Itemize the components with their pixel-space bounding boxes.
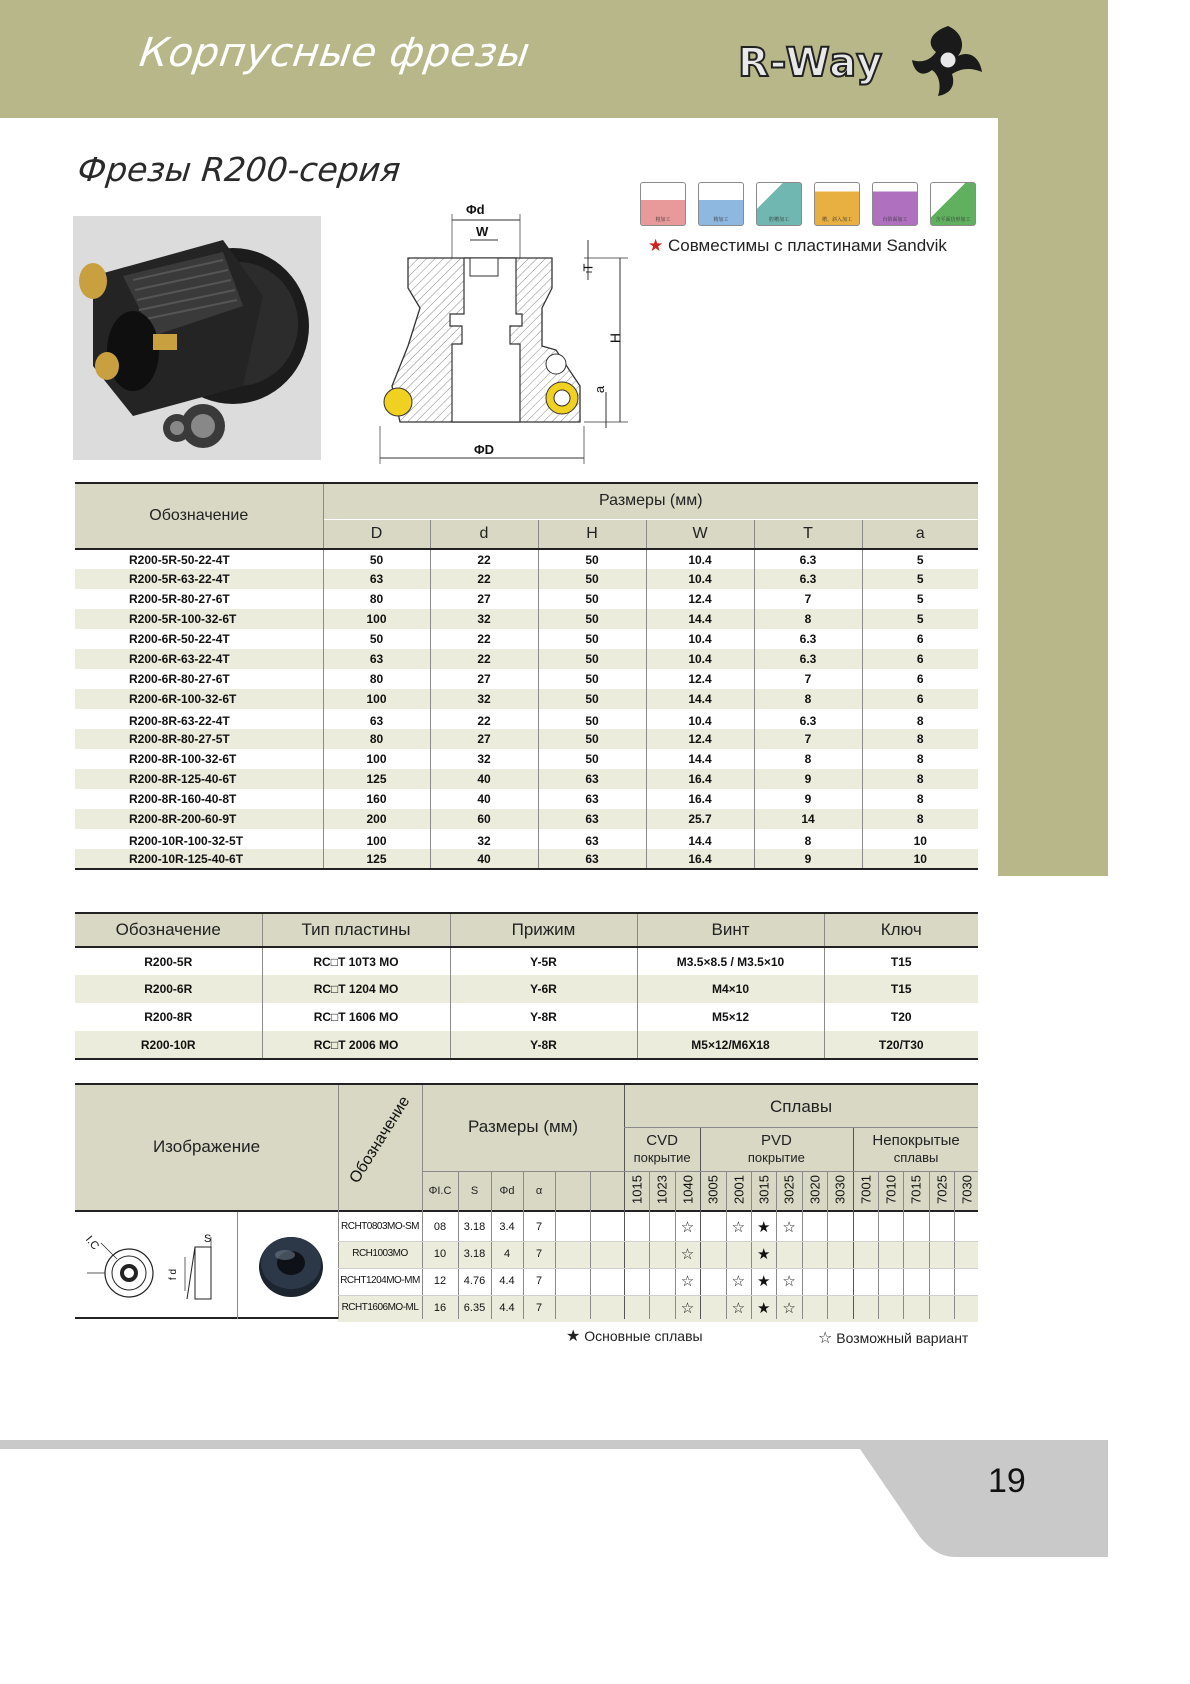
shoulder-machining-icon: 含平面仿形加工	[930, 182, 976, 226]
cell-h: 50	[538, 649, 646, 669]
outline-star-icon: ☆	[731, 1300, 746, 1317]
cutter-dimensions-table	[75, 482, 978, 870]
cell-designation: R200-10R-100-32-5T	[129, 834, 244, 848]
alloy-group-subtitle: покрытие	[747, 1150, 805, 1165]
table-row	[75, 769, 978, 789]
cell-a: 8	[862, 769, 978, 789]
application-icons	[640, 182, 980, 228]
cell-w: 10.4	[646, 569, 754, 589]
cell-s: 6.35	[463, 1302, 486, 1314]
cell-designation: R200-8R-125-40-6T	[75, 769, 323, 789]
cell-designation: R200-8R-160-40-8T	[129, 792, 237, 806]
cell-d: 22	[430, 709, 538, 729]
insert-photo	[251, 1225, 331, 1305]
cutter-product-photo	[73, 216, 321, 460]
cell-d: 63	[323, 709, 430, 729]
cell-d: 3.4	[499, 1221, 515, 1233]
cell-d: 100	[323, 749, 430, 769]
cell-d: 22	[430, 549, 538, 569]
cell-w: 12.4	[646, 589, 754, 609]
alloy-group-title: PVD	[760, 1132, 792, 1149]
outline-star-icon: ☆	[782, 1273, 796, 1290]
slot-machining-icon: 槽、斜入加工	[814, 182, 860, 226]
cell-d: 4.4	[499, 1302, 515, 1314]
cell-insert-code: RCHT0803MO-SM	[341, 1221, 419, 1232]
table-row	[75, 789, 978, 809]
divider	[878, 1171, 879, 1319]
dim-label-t: T	[580, 263, 596, 272]
page-number-tab	[860, 1449, 1108, 1557]
cutter-parts-table	[75, 912, 978, 1060]
cell-h: 50	[538, 609, 646, 629]
cell-d: 63	[323, 649, 430, 669]
legend-main-alloys	[566, 1326, 703, 1346]
cell-w: 16.4	[646, 769, 754, 789]
cell-w: 10.4	[646, 709, 754, 729]
table-row	[75, 809, 978, 829]
table-row	[75, 629, 978, 649]
insert-sketch-drawing	[77, 1217, 237, 1317]
cell-d: 40	[430, 849, 538, 869]
cell-alpha: 7	[535, 1275, 543, 1287]
divider	[954, 1171, 955, 1319]
col-header-d-inner: d	[430, 519, 538, 549]
divider	[827, 1171, 828, 1319]
red-star-icon: ★	[648, 236, 664, 255]
divider	[929, 1171, 930, 1319]
col-header-d: Φd	[499, 1185, 515, 1197]
cell-t: 6.3	[754, 549, 862, 569]
rough-machining-icon: 粗加工	[640, 182, 686, 226]
cell-designation: R200-5R-63-22-4T	[75, 569, 323, 589]
footer-band	[0, 1440, 1108, 1449]
cell-d: 27	[430, 669, 538, 689]
outline-star-icon: ☆	[782, 1300, 796, 1317]
table-row	[75, 1003, 978, 1031]
inserts-table	[75, 1083, 978, 1319]
col-header-grade: 1015	[629, 1175, 645, 1204]
cell-designation: R200-6R-50-22-4T	[129, 632, 230, 646]
cell-key: T15	[824, 947, 978, 975]
cell-key: T20	[824, 1003, 978, 1031]
cell-a: 10	[862, 829, 978, 849]
brand-logo	[738, 26, 998, 106]
table-row	[75, 549, 978, 569]
cell-a: 5	[862, 549, 978, 569]
sandvik-compat-note	[648, 236, 947, 256]
divider	[624, 1085, 625, 1319]
outline-star-icon: ☆	[731, 1273, 746, 1290]
cell-d: 50	[323, 549, 430, 569]
divider	[338, 1268, 978, 1269]
cell-w: 25.7	[646, 809, 754, 829]
cell-w: 16.4	[646, 789, 754, 809]
divider	[555, 1171, 556, 1319]
alloy-group-title: CVD	[646, 1132, 678, 1149]
filled-star-icon: ★	[756, 1273, 771, 1290]
cell-alpha: 7	[535, 1248, 543, 1260]
table-row	[75, 947, 978, 975]
col-header-grade: 3030	[832, 1175, 848, 1204]
cell-h: 50	[538, 629, 646, 649]
cell-d: 4	[503, 1248, 511, 1260]
col-group-header-dimensions: Размеры (мм)	[323, 483, 978, 519]
cell-designation: R200-10R-125-40-6T	[75, 849, 323, 869]
col-header-d-outer: D	[323, 519, 430, 549]
cell-t: 9	[754, 849, 862, 869]
col-header-grade: 7030	[959, 1175, 975, 1204]
cell-a: 8	[862, 729, 978, 749]
col-header-alpha: α	[535, 1185, 543, 1197]
col-header-grade: 7001	[858, 1175, 874, 1204]
page-header-title: Корпусные фрезы	[136, 30, 533, 76]
col-group-header-alloys: Сплавы	[769, 1097, 833, 1116]
table-row	[75, 749, 978, 769]
cell-h: 63	[538, 809, 646, 829]
insert-sketch-label-s: S	[204, 1233, 212, 1245]
cell-ic: 10	[433, 1248, 447, 1260]
cell-a: 8	[862, 749, 978, 769]
cell-d: 27	[430, 589, 538, 609]
insert-sketch-label-ic: I.C	[82, 1233, 102, 1253]
cell-d: 4.4	[499, 1275, 515, 1287]
cell-d: 63	[323, 569, 430, 589]
cell-w: 12.4	[646, 669, 754, 689]
col-header-grade: 3005	[705, 1175, 721, 1204]
outline-star-icon: ☆	[680, 1246, 695, 1263]
cell-a: 6	[862, 649, 978, 669]
col-header-grade: 7010	[883, 1175, 899, 1204]
cell-a: 5	[862, 569, 978, 589]
table-row	[75, 829, 978, 849]
cell-designation: R200-8R-63-22-4T	[129, 714, 230, 728]
cell-screw: M5×12/M6X18	[637, 1031, 824, 1059]
cell-a: 5	[862, 609, 978, 629]
col-header-grade: 3020	[807, 1175, 823, 1204]
compat-note-text: Совместимы с пластинами Sandvik	[667, 236, 947, 255]
section-title: Фрезы R200-серия	[75, 150, 403, 189]
col-header-s: S	[470, 1185, 479, 1197]
cell-h: 63	[538, 829, 646, 849]
col-header-grade: 7015	[908, 1175, 924, 1204]
cell-d: 40	[430, 769, 538, 789]
table-row	[75, 689, 978, 709]
page-number: 19	[988, 1462, 1026, 1500]
outline-star-icon: ☆	[680, 1300, 695, 1317]
cell-s: 4.76	[463, 1275, 486, 1287]
cell-w: 14.4	[646, 609, 754, 629]
cell-clamp: Y-5R	[450, 947, 637, 975]
cell-designation: R200-8R-100-32-6T	[129, 752, 237, 766]
cell-d: 125	[323, 769, 430, 789]
table-row	[75, 849, 978, 869]
cell-w: 14.4	[646, 689, 754, 709]
cell-d: 27	[430, 729, 538, 749]
cell-t: 8	[754, 689, 862, 709]
cell-h: 63	[538, 849, 646, 869]
cell-insert-type: RC□T 1204 MO	[262, 975, 450, 1003]
side-decor-band	[998, 118, 1108, 876]
cell-w: 14.4	[646, 749, 754, 769]
cell-t: 7	[754, 589, 862, 609]
cell-designation: R200-5R-100-32-6T	[75, 609, 323, 629]
finish-machining-icon: 精加工	[698, 182, 744, 226]
table-row	[75, 975, 978, 1003]
alloy-group-subtitle: покрытие	[633, 1150, 691, 1165]
filled-star-icon: ★	[566, 1328, 581, 1345]
legend-main-text: Основные сплавы	[584, 1328, 703, 1344]
cell-h: 50	[538, 549, 646, 569]
cell-s: 3.18	[463, 1221, 486, 1233]
col-header-key: Ключ	[824, 913, 978, 947]
dim-label-d: Φd	[466, 202, 485, 217]
divider	[338, 1295, 978, 1296]
filled-star-icon: ★	[756, 1219, 771, 1236]
cutter-dimension-drawing	[370, 196, 650, 470]
table-row	[75, 569, 978, 589]
cell-clamp: Y-8R	[450, 1031, 637, 1059]
divider	[802, 1171, 803, 1319]
cell-t: 9	[754, 789, 862, 809]
cell-d: 32	[430, 609, 538, 629]
dim-label-big-d: ΦD	[474, 442, 495, 457]
cell-d: 22	[430, 569, 538, 589]
cell-w: 16.4	[646, 849, 754, 869]
cell-alpha: 7	[535, 1221, 543, 1233]
col-header-ic: ΦI.C	[428, 1185, 452, 1197]
cell-t: 6.3	[754, 649, 862, 669]
dim-label-h: H	[607, 332, 624, 344]
col-header-designation: Обозначение	[75, 483, 323, 549]
table-row	[75, 609, 978, 629]
col-header-grade: 1023	[654, 1175, 670, 1204]
cell-d: 50	[323, 629, 430, 649]
cell-t: 8	[754, 829, 862, 849]
cell-w: 10.4	[646, 549, 754, 569]
cell-ic: 12	[433, 1275, 447, 1287]
cell-designation: R200-5R-50-22-4T	[129, 552, 230, 567]
cell-h: 63	[538, 789, 646, 809]
cell-h: 50	[538, 709, 646, 729]
cell-designation: R200-8R-80-27-5T	[75, 729, 323, 749]
legend-alt-text: Возможный вариант	[836, 1330, 969, 1346]
divider	[590, 1171, 591, 1319]
cell-d: 32	[430, 689, 538, 709]
step-machining-icon: 台阶面加工	[872, 182, 918, 226]
col-header-grade: 3025	[781, 1175, 797, 1204]
cell-insert-type: RC□T 1606 MO	[262, 1003, 450, 1031]
col-header-grade: 7025	[934, 1175, 950, 1204]
cell-w: 10.4	[646, 649, 754, 669]
filled-star-icon: ★	[756, 1300, 771, 1317]
cell-d: 22	[430, 649, 538, 669]
cell-a: 8	[862, 789, 978, 809]
cell-d: 32	[430, 749, 538, 769]
cell-a: 8	[862, 809, 978, 829]
cell-h: 50	[538, 689, 646, 709]
outline-star-icon: ☆	[731, 1219, 746, 1236]
cell-d: 125	[323, 849, 430, 869]
col-header-designation: Обозначение	[346, 1093, 414, 1187]
cell-designation: R200-6R-100-32-6T	[75, 689, 323, 709]
cell-key: T20/T30	[824, 1031, 978, 1059]
cell-screw: M4×10	[637, 975, 824, 1003]
col-header-grade: 2001	[731, 1175, 747, 1204]
outline-star-icon: ☆	[680, 1273, 695, 1290]
cavity-machining-icon: 腔槽加工	[756, 182, 802, 226]
cell-d: 100	[323, 609, 430, 629]
cell-d: 200	[323, 809, 430, 829]
cell-a: 8	[862, 709, 978, 729]
cell-insert-code: RCHT1606MO-ML	[341, 1302, 419, 1313]
cell-designation: R200-5R	[144, 954, 193, 969]
alloy-group-subtitle: сплавы	[893, 1150, 939, 1165]
cell-designation: R200-6R-63-22-4T	[75, 649, 323, 669]
col-header-clamp: Прижим	[450, 913, 637, 947]
cell-designation: R200-6R-80-27-6T	[129, 672, 230, 686]
table-row	[75, 649, 978, 669]
cell-designation: R200-10R	[75, 1031, 262, 1059]
cell-t: 7	[754, 729, 862, 749]
cell-d: 100	[323, 829, 430, 849]
col-header-designation: Обозначение	[75, 913, 262, 947]
cell-designation: R200-8R-200-60-9T	[75, 809, 323, 829]
divider	[903, 1171, 904, 1319]
cell-designation: R200-6R	[75, 975, 262, 1003]
table-row	[75, 669, 978, 689]
divider	[237, 1212, 238, 1319]
divider	[649, 1171, 650, 1319]
cell-d: 40	[430, 789, 538, 809]
cell-t: 8	[754, 609, 862, 629]
cell-a: 5	[862, 589, 978, 609]
table-row	[75, 589, 978, 609]
cell-w: 10.4	[646, 629, 754, 649]
alloy-group-title: Непокрытые	[872, 1132, 960, 1149]
cell-designation: R200-8R	[144, 1010, 193, 1024]
col-header-screw: Винт	[637, 913, 824, 947]
dim-label-w: W	[476, 224, 489, 239]
cell-a: 10	[862, 849, 978, 869]
cell-d: 80	[323, 669, 430, 689]
cell-insert-code: RCH1003MO	[352, 1248, 408, 1259]
cell-w: 14.4	[646, 829, 754, 849]
cell-alpha: 7	[535, 1302, 543, 1314]
cell-w: 12.4	[646, 729, 754, 749]
divider	[776, 1171, 777, 1319]
cell-h: 63	[538, 769, 646, 789]
cell-t: 6.3	[754, 629, 862, 649]
cell-screw: M5×12	[637, 1003, 824, 1031]
cell-ic: 16	[433, 1302, 447, 1314]
cell-d: 100	[323, 689, 430, 709]
insert-sketch-label-fd: f d	[168, 1268, 180, 1281]
col-header-h: H	[538, 519, 646, 549]
col-header-image: Изображение	[152, 1137, 261, 1156]
cell-d: 32	[430, 829, 538, 849]
cell-h: 50	[538, 749, 646, 769]
col-header-w: W	[646, 519, 754, 549]
cell-insert-type: RC□T 10T3 MO	[262, 947, 450, 975]
cell-t: 7	[754, 669, 862, 689]
outline-star-icon: ☆	[818, 1330, 833, 1347]
cell-a: 6	[862, 669, 978, 689]
outline-star-icon: ☆	[680, 1219, 695, 1236]
divider	[624, 1127, 978, 1128]
cell-a: 6	[862, 689, 978, 709]
cell-t: 14	[754, 809, 862, 829]
cell-d: 160	[323, 789, 430, 809]
cell-d: 22	[430, 629, 538, 649]
table-row	[75, 1031, 978, 1059]
cell-d: 80	[323, 729, 430, 749]
cell-t: 6.3	[754, 709, 862, 729]
cell-ic: 08	[433, 1221, 447, 1233]
cell-t: 9	[754, 769, 862, 789]
legend-possible-variant	[818, 1328, 968, 1348]
cell-d: 60	[430, 809, 538, 829]
cell-t: 8	[754, 749, 862, 769]
cell-insert-code: RCHT1204MO-MM	[340, 1275, 420, 1286]
cell-h: 50	[538, 669, 646, 689]
cell-key: T15	[824, 975, 978, 1003]
cell-designation: R200-5R-80-27-6T	[129, 592, 230, 606]
table-row	[75, 709, 978, 729]
cell-insert-type: RC□T 2006 MO	[262, 1031, 450, 1059]
cell-s: 3.18	[463, 1248, 486, 1260]
cell-clamp: Y-6R	[450, 975, 637, 1003]
filled-star-icon: ★	[756, 1246, 771, 1263]
divider	[338, 1241, 978, 1242]
col-header-grade: 1040	[680, 1175, 696, 1204]
col-group-header-dimensions: Размеры (мм)	[467, 1117, 579, 1136]
col-header-t: T	[754, 519, 862, 549]
brand-logo-text: R-Way	[738, 40, 884, 86]
cell-t: 6.3	[754, 569, 862, 589]
cell-h: 50	[538, 589, 646, 609]
shuriken-logo-icon	[910, 22, 986, 98]
cell-clamp: Y-8R	[450, 1003, 637, 1031]
cell-a: 6	[862, 629, 978, 649]
col-header-a: a	[862, 519, 978, 549]
col-header-insert-type: Тип пластины	[262, 913, 450, 947]
col-header-grade: 3015	[756, 1175, 772, 1204]
table-row	[75, 729, 978, 749]
dim-label-a: a	[592, 385, 608, 394]
cell-h: 50	[538, 569, 646, 589]
divider	[726, 1171, 727, 1319]
cell-screw: M3.5×8.5 / M3.5×10	[637, 947, 824, 975]
cell-h: 50	[538, 729, 646, 749]
cell-d: 80	[323, 589, 430, 609]
outline-star-icon: ☆	[782, 1219, 796, 1236]
